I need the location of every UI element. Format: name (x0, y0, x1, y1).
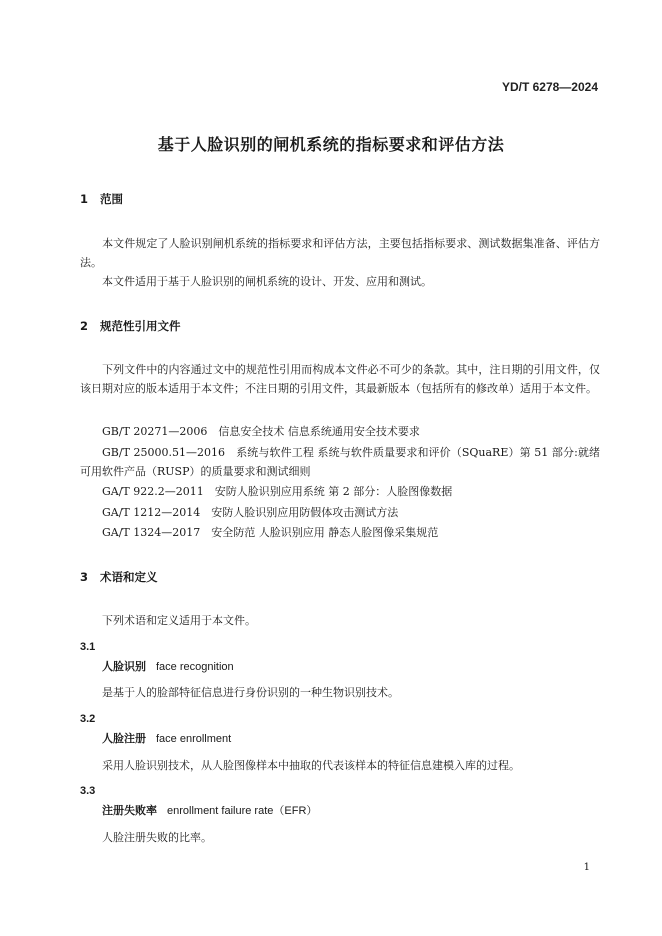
term-definition: 采用人脸识别技术，从人脸图像样本中抽取的代表该样本的特征信息建模入库的过程。 (102, 759, 520, 772)
term-name-zh: 人脸识别 (102, 660, 146, 673)
section-2-heading (80, 318, 181, 334)
section-title: 规范性引用文件 (100, 319, 181, 333)
section-1-paragraph-2: 本文件适用于基于人脸识别的闸机系统的设计、开发、应用和测试。 (102, 275, 432, 288)
page-number: 1 (583, 862, 590, 873)
term-definition: 人脸注册失败的比率。 (102, 831, 212, 844)
term-name-zh: 人脸注册 (102, 732, 146, 745)
section-1-heading (80, 191, 123, 207)
normative-reference-2: GB/T 25000.51—2016 系统与软件工程 系统与软件质量要求和评价（SQuaRE）第 51 部分:就绪可用软件产品（RUSP）的质量要求和测试细则 (80, 446, 600, 478)
section-3-paragraph-1: 下列术语和定义适用于本文件。 (102, 614, 256, 627)
term-name-zh: 注册失败率 (102, 804, 157, 817)
term-number: 3.1 (80, 641, 96, 653)
normative-reference-5: GA/T 1324—2017 安全防范 人脸识别应用 静态人脸图像采集规范 (102, 526, 439, 539)
term-name (102, 802, 317, 818)
section-3-heading (80, 569, 158, 585)
term-number: 3.3 (80, 785, 96, 797)
term-name-en: face enrollment (156, 733, 232, 745)
section-number: 1 (80, 192, 89, 206)
normative-reference-3: GA/T 922.2—2011 安防人脸识别应用系统 第 2 部分：人脸图像数据 (102, 485, 453, 498)
section-title: 术语和定义 (100, 570, 158, 584)
section-2-paragraph-1: 下列文件中的内容通过文中的规范性引用而构成本文件必不可少的条款。其中，注日期的引用文件，仅该日期对应的版本适用于本文件；不注日期的引用文件，其最新版本（包括所有的修改单）适用于本文件。 (80, 363, 600, 395)
term-name-en: face recognition (156, 661, 234, 673)
term-name (102, 658, 234, 674)
normative-reference-1: GB/T 20271—2006 信息安全技术 信息系统通用安全技术要求 (102, 425, 420, 438)
section-1-paragraph-1: 本文件规定了人脸识别闸机系统的指标要求和评估方法，主要包括指标要求、测试数据集准备、评估方法。 (80, 237, 600, 269)
term-number: 3.2 (80, 713, 96, 725)
section-number: 3 (80, 570, 89, 584)
term-name-en: enrollment failure rate（EFR） (167, 805, 318, 817)
section-title: 范围 (100, 192, 123, 206)
section-number: 2 (80, 319, 89, 333)
document-title: 基于人脸识别的闸机系统的指标要求和评估方法 (157, 135, 505, 154)
normative-reference-4: GA/T 1212—2014 安防人脸识别应用防假体攻击测试方法 (102, 506, 399, 519)
term-name (102, 730, 231, 746)
term-definition: 是基于人的脸部特征信息进行身份识别的一种生物识别技术。 (102, 686, 399, 699)
document-number: YD/T 6278—2024 (501, 80, 598, 94)
